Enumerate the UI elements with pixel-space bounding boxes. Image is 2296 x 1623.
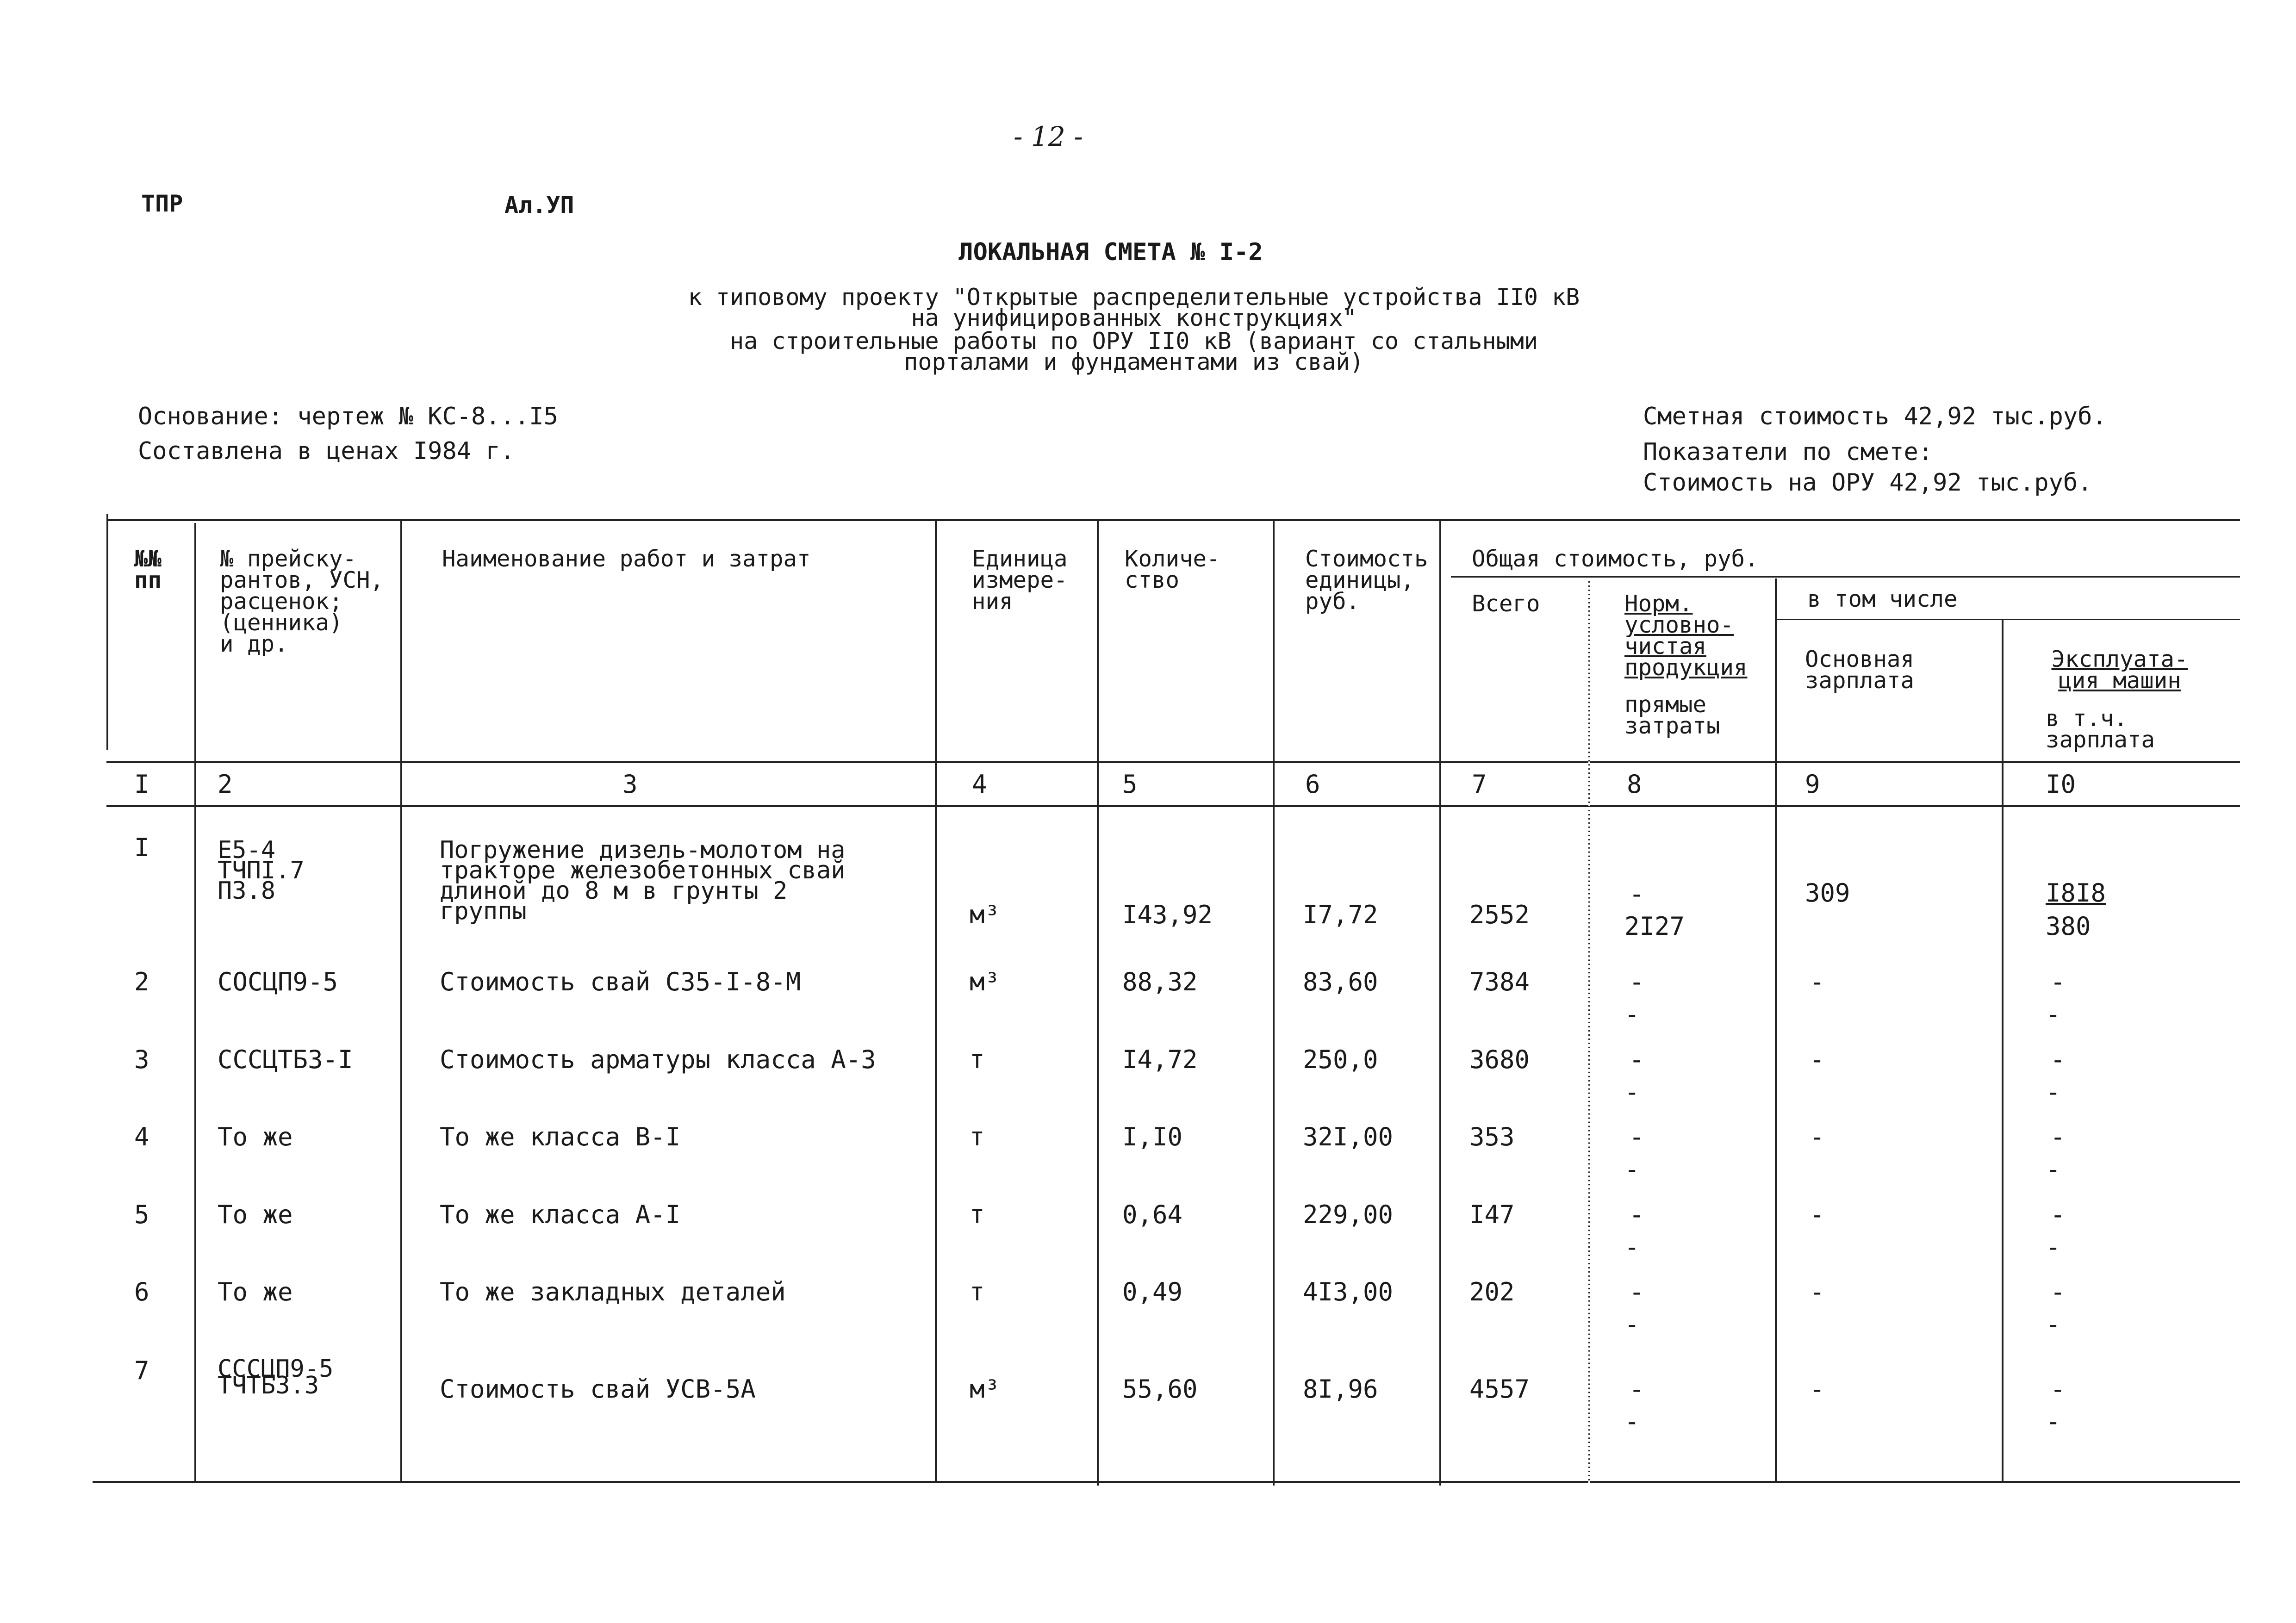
machine-operation: I8I8 <box>2046 878 2106 908</box>
row-number: 2 <box>134 967 149 996</box>
total-cost: 202 <box>1469 1277 1515 1306</box>
col-border <box>1775 578 1777 1483</box>
direct-costs: - <box>1624 1000 1640 1029</box>
header-work-name: Наименование работ и затрат <box>442 546 811 572</box>
header-price-ref: № прейску- рантов, УСН, расценок; (ценника) и др. <box>220 546 384 657</box>
quantity: 55,60 <box>1122 1374 1198 1404</box>
machine-operation: - <box>2050 967 2066 996</box>
unit: м³ <box>970 900 1000 929</box>
table-bottom-border <box>93 1481 2240 1483</box>
row-number: 7 <box>134 1356 149 1385</box>
direct-costs: - <box>1624 1310 1640 1339</box>
header-unit-cost: Стоимость единицы, руб. <box>1305 546 1428 615</box>
col-number: 8 <box>1627 770 1642 799</box>
base-salary: - <box>1810 1200 1825 1229</box>
total-cost: 353 <box>1469 1122 1515 1151</box>
header-total: Всего <box>1472 591 1540 617</box>
machine-operation: - <box>2050 1045 2066 1074</box>
machine-salary: - <box>2046 1232 2061 1262</box>
col-number: 2 <box>218 770 233 799</box>
machine-salary: - <box>2046 1077 2061 1107</box>
quantity: 88,32 <box>1122 967 1198 996</box>
unit-cost: 32I,00 <box>1303 1122 1394 1151</box>
subtitle-line: на унифицированных конструкциях" <box>911 305 1357 331</box>
col-border <box>194 523 196 1483</box>
work-name: То же класса В-I <box>440 1122 681 1151</box>
header-total-group: Общая стоимость, руб. <box>1472 546 1759 572</box>
base-salary: - <box>1810 967 1825 996</box>
cost-per-oru: Стоимость на ОРУ 42,92 тыс.руб. <box>1643 469 2092 497</box>
col-number: 9 <box>1805 770 1820 799</box>
header-unit: Единица измере- ния <box>972 546 1068 615</box>
header-row-number: №№ пп <box>134 546 162 593</box>
col-number: 3 <box>622 770 638 799</box>
table-top-border <box>106 519 2240 521</box>
col-border <box>2002 620 2004 1483</box>
estimated-cost: Сметная стоимость 42,92 тыс.руб. <box>1643 403 2107 430</box>
machine-salary: - <box>2046 1310 2061 1339</box>
quantity: 0,64 <box>1122 1200 1183 1229</box>
price-ref: То же <box>218 1277 293 1306</box>
direct-costs: 2I27 <box>1624 912 1685 941</box>
base-salary: - <box>1810 1374 1825 1404</box>
quantity: I,I0 <box>1122 1122 1183 1151</box>
colnum-bottom-rule <box>106 805 2240 807</box>
unit: т <box>970 1122 985 1151</box>
machine-salary: - <box>2046 1000 2061 1029</box>
subtitle-line: к типовому проекту "Открытые распределительные устройства II0 кВ <box>688 284 1580 311</box>
header-including: в том числе <box>1807 586 1958 612</box>
direct-costs: - <box>1624 1155 1640 1184</box>
norm-product: - <box>1629 1045 1644 1074</box>
direct-costs: - <box>1624 1077 1640 1107</box>
machine-operation: - <box>2050 1122 2066 1151</box>
row-number: 5 <box>134 1200 149 1229</box>
unit-cost: I7,72 <box>1303 900 1378 929</box>
base-salary: - <box>1810 1277 1825 1306</box>
col-border <box>1273 521 1275 1486</box>
incl-rule <box>1777 619 2240 620</box>
document-title: ЛОКАЛЬНАЯ СМЕТА № I-2 <box>958 238 1263 266</box>
unit: м³ <box>970 1374 1000 1404</box>
work-name: Стоимость свай С35-I-8-М <box>440 967 801 996</box>
header-direct-costs: прямые затраты <box>1624 691 1720 739</box>
col-border <box>1588 578 1590 1483</box>
work-name: То же класса А-I <box>440 1200 681 1229</box>
work-name: Стоимость арматуры класса А-3 <box>440 1045 876 1074</box>
quantity: 0,49 <box>1122 1277 1183 1306</box>
header-machine-operation: Эксплуата- ция машин <box>2051 646 2188 694</box>
prices-year: Составлена в ценах I984 г. <box>138 437 515 465</box>
indicators-label: Показатели по смете: <box>1643 438 1933 466</box>
unit-cost: 229,00 <box>1303 1200 1394 1229</box>
unit-cost: 250,0 <box>1303 1045 1378 1074</box>
total-cost: 4557 <box>1469 1374 1530 1404</box>
total-cost: 3680 <box>1469 1045 1530 1074</box>
header-quantity: Количе- ство <box>1125 546 1220 593</box>
row-number: I <box>134 833 149 862</box>
machine-salary: 380 <box>2046 912 2091 941</box>
page-number: - 12 - <box>1014 121 1083 152</box>
col-number: I <box>134 770 149 799</box>
price-ref: СССЦТБЗ-I <box>218 1045 353 1074</box>
unit-cost: 83,60 <box>1303 967 1378 996</box>
col-border <box>1097 521 1099 1486</box>
col-border <box>106 514 108 750</box>
header-machine-salary: в т.ч. зарплата <box>2046 705 2155 753</box>
norm-product: - <box>1629 1277 1644 1306</box>
norm-product: - <box>1629 879 1644 908</box>
col-border <box>1439 521 1441 1486</box>
base-salary: 309 <box>1805 878 1850 908</box>
col-border <box>400 521 402 1483</box>
quantity: I4,72 <box>1122 1045 1198 1074</box>
machine-operation: - <box>2050 1200 2066 1229</box>
subtitle-line: на строительные работы по ОРУ II0 кВ (вариант со стальными <box>730 328 1538 354</box>
norm-product: - <box>1629 1122 1644 1151</box>
unit: т <box>970 1200 985 1229</box>
album-number: Ал.УП <box>504 192 574 218</box>
header-norm-product: Норм. условно- чистая продукция <box>1624 591 1748 681</box>
price-ref: СОСЦП9-5 <box>218 967 338 996</box>
unit: м³ <box>970 967 1000 996</box>
price-ref: СССЦП9-5 ТЧТБЗ.3 <box>218 1355 334 1399</box>
price-ref: Е5-4 ТЧПI.7 ПЗ.8 <box>218 836 305 905</box>
doc-series: ТПР <box>141 190 183 217</box>
total-group-rule <box>1451 576 2240 578</box>
base-salary: - <box>1810 1045 1825 1074</box>
machine-operation: - <box>2050 1374 2066 1404</box>
total-cost: 7384 <box>1469 967 1530 996</box>
unit: т <box>970 1045 985 1074</box>
total-cost: I47 <box>1469 1200 1515 1229</box>
base-salary: - <box>1810 1122 1825 1151</box>
unit-cost: 4I3,00 <box>1303 1277 1394 1306</box>
price-ref: То же <box>218 1200 293 1229</box>
col-number: 7 <box>1472 770 1487 799</box>
work-name: Стоимость свай УСВ-5А <box>440 1374 756 1404</box>
header-bottom-rule <box>106 761 2240 763</box>
price-ref: То же <box>218 1122 293 1151</box>
work-name: То же закладных деталей <box>440 1277 786 1306</box>
col-number: I0 <box>2046 770 2076 799</box>
col-number: 6 <box>1305 770 1320 799</box>
col-border <box>935 521 937 1483</box>
direct-costs: - <box>1624 1232 1640 1262</box>
unit-cost: 8I,96 <box>1303 1374 1378 1404</box>
norm-product: - <box>1629 1200 1644 1229</box>
col-number: 4 <box>972 770 987 799</box>
machine-salary: - <box>2046 1155 2061 1184</box>
row-number: 3 <box>134 1045 149 1074</box>
work-name: Погружение дизель-молотом на тракторе железобетонных свай длиной до 8 м в грунты 2 группы <box>440 836 846 925</box>
machine-salary: - <box>2046 1407 2061 1436</box>
unit: т <box>970 1277 985 1306</box>
subtitle-line: порталами и фундаментами из свай) <box>904 348 1364 375</box>
col-number: 5 <box>1122 770 1138 799</box>
norm-product: - <box>1629 967 1644 996</box>
quantity: I43,92 <box>1122 900 1213 929</box>
machine-operation: - <box>2050 1277 2066 1306</box>
basis-drawing: Основание: чертеж № КС-8...I5 <box>138 403 558 430</box>
row-number: 4 <box>134 1122 149 1151</box>
norm-product: - <box>1629 1374 1644 1404</box>
row-number: 6 <box>134 1277 149 1306</box>
header-base-salary: Основная зарплата <box>1805 646 1915 694</box>
total-cost: 2552 <box>1469 900 1530 929</box>
direct-costs: - <box>1624 1407 1640 1436</box>
